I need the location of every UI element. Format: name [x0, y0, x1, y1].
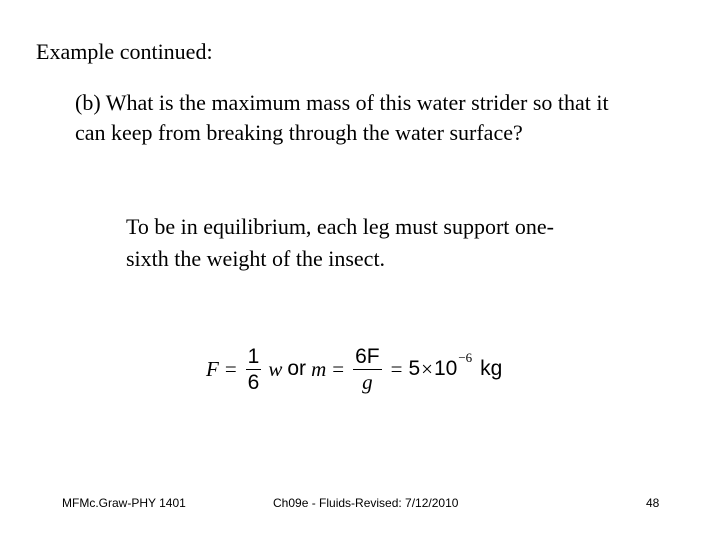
- equation-base: 10: [433, 357, 458, 380]
- fraction-one-sixth: [246, 346, 262, 393]
- question-text: [75, 88, 635, 148]
- footer-course-title: Ch09e - Fluids-Revised: 7/12/2010: [273, 496, 459, 510]
- question-line-1: (b) What is the maximum mass of this water strider so that it: [75, 90, 609, 115]
- explanation-line-2: sixth the weight of the insect.: [126, 246, 386, 271]
- equation-exponent: −6: [458, 350, 473, 365]
- fraction-six-f-numerator-text: 6F: [355, 344, 380, 368]
- explanation-text: [126, 211, 626, 275]
- explanation-line-1: To be in equilibrium, each leg must support one-: [126, 214, 554, 239]
- equation-force-symbol: F: [206, 356, 219, 381]
- equation-or-word: or: [287, 357, 307, 380]
- footer-page-number: 48: [646, 496, 660, 510]
- fraction-one-sixth-numerator: 1: [247, 344, 260, 368]
- fraction-six-f-numerator: [353, 346, 382, 369]
- equation-unit: kg: [480, 357, 503, 380]
- equation-coefficient: 5: [408, 357, 421, 380]
- slide-heading: Example continued:: [36, 39, 213, 64]
- equation-equals-1: =: [224, 356, 237, 381]
- equation: [206, 338, 507, 400]
- fraction-one-sixth-denominator: 6: [247, 370, 260, 394]
- equation-equals-2: =: [332, 356, 345, 381]
- equation-times-sign: ×: [421, 356, 433, 381]
- fraction-six-f-over-g: [353, 346, 382, 393]
- equation-equals-3: =: [390, 356, 403, 381]
- question-line-2: can keep from breaking through the water surface?: [75, 120, 523, 145]
- equation-mass-symbol: m: [311, 356, 327, 381]
- equation-weight-symbol: w: [268, 356, 283, 381]
- fraction-g-denominator: g: [362, 369, 373, 394]
- footer-author: MFMc.Graw-PHY 1401: [62, 496, 186, 510]
